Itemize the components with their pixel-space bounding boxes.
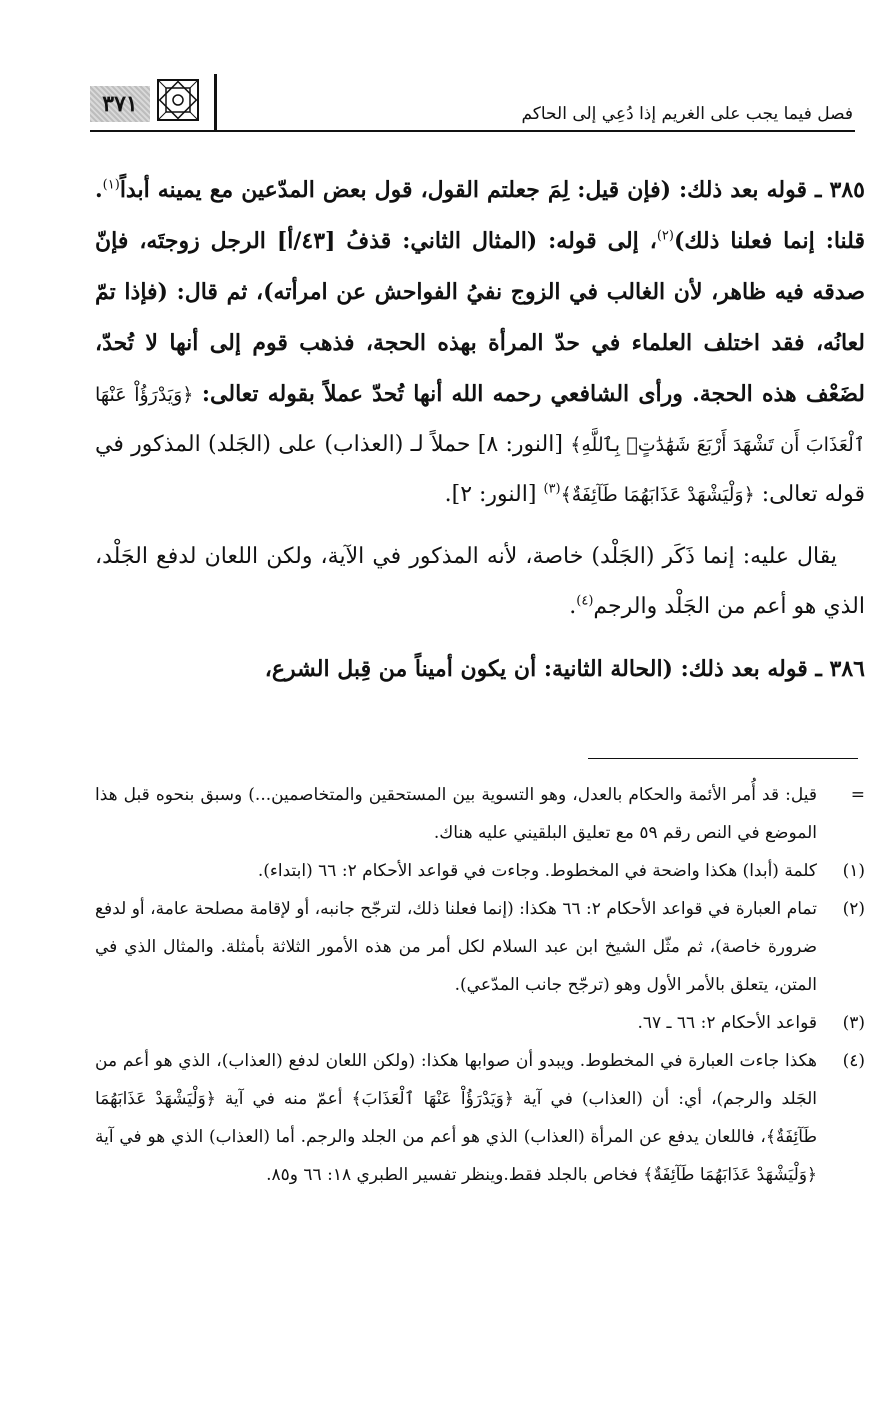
- footnote-text: هكذا جاءت العبارة في المخطوط. ويبدو أن صوابها هكذا: (ولكن اللعان لدفع (العذاب)، الذي هو أعم من الجَلد والرجم)، أي: أن (العذاب) في آية ﴿وَيَدْرَؤُاْ عَنْهَا ٱلْعَذَابَ﴾ أعمّ منه في آية ﴿وَلْيَشْهَدْ عَذَابَهُمَا طَآئِفَةٌ﴾، فاللعان يدفع عن المرأة (العذاب) الذي هو أعم من الجلد والرجم. أما (العذاب) الذي هو في آية ﴿وَلْيَشْهَدْ عَذَابَهُمَا طَآئِفَةٌ﴾ فخاص بالجلد فقط.وينظر تفسير الطبري ١٨: ٦٦ و٨٥.: [95, 1051, 817, 1185]
- footnote-ref: (٢): [656, 228, 674, 244]
- text-segment: ٣٨٦ ـ قوله بعد ذلك: (الحالة الثانية: أن يكون أميناً من قِبل الشرع،: [264, 656, 865, 682]
- page-number: ٣٧١: [90, 86, 150, 122]
- footnote-item: [95, 852, 865, 890]
- main-text: [95, 165, 865, 707]
- footnote-text: قواعد الأحكام ٢: ٦٦ ـ ٦٧.: [637, 1013, 817, 1033]
- footnote-item: [95, 890, 865, 1004]
- paragraph-386: [95, 644, 865, 695]
- footnote-text: قيل: قد أُمر الأئمة والحكام بالعدل، وهو التسوية بين المستحقين والمتخاصمين...) وسبق بنحوه قبل هذا الموضع في النص رقم ٥٩ مع تعليق البلقيني عليه هناك.: [95, 785, 817, 843]
- footnote-ref: (٤): [576, 593, 594, 609]
- footnote-mark: =: [850, 785, 865, 805]
- footnote-ref: (٣): [543, 481, 561, 497]
- footnotes: [95, 776, 865, 1194]
- footnote-mark: (١): [842, 861, 865, 881]
- footnote-item: [95, 1042, 865, 1194]
- text-segment: ، إلى قوله: (المثال الثاني: قذفُ [٤٣/أ] الرجل زوجتَه، فإنّ صدقه فيه ظاهر، لأن الغالب في الزوج نفيُ الفواحش عن امرأته)، ثم قال: (فإذا تمّ لعانُه، فقد اختلف العلماء في حدّ المرأة بهذه الحجة، فذهب قوم إلى أنها لا تُحدّ، لضَعْف هذه الحجة. ورأى الشافعي رحمه الله أنها تُحدّ عملاً بقوله تعالى:: [95, 228, 865, 407]
- footnote-mark: (٣): [842, 1013, 865, 1033]
- running-title: فصل فيما يجب على الغريم إذا دُعِي إلى الحاكم: [521, 104, 853, 124]
- footnote-mark: (٤): [842, 1051, 865, 1071]
- text-segment: ٣٨٥ ـ قوله بعد ذلك: (فإن قيل: لِمَ جعلتم القول، قول بعض المدّعين مع يمينه أبداً: [119, 177, 865, 203]
- quran-verse: ﴿وَلْيَشْهَدْ عَذَابَهُمَا طَآئِفَةٌ﴾: [560, 484, 755, 506]
- text-segment: [النور: ٨] حملاً لـ (العذاب) على (الجَلد) المذكور في قوله تعالى:: [95, 432, 865, 507]
- paragraph-commentary: [95, 532, 865, 632]
- header-divider: [214, 74, 217, 130]
- footnote-item: [95, 1004, 865, 1042]
- footnote-mark: (٢): [842, 899, 865, 919]
- footnote-ref: (١): [102, 177, 120, 193]
- footnote-text: كلمة (أبدا) هكذا واضحة في المخطوط. وجاءت في قواعد الأحكام ٢: ٦٦ (ابتداء).: [257, 861, 817, 881]
- text-segment: يقال عليه: إنما ذَكَر (الجَلْد) خاصة، لأنه المذكور في الآية، ولكن اللعان لدفع الجَلْد، الذي هو أعم من الجَلْد والرجم: [95, 544, 865, 619]
- geometric-ornament-icon: [156, 78, 200, 122]
- quran-verse: ﴿وَيَدْرَؤُاْ عَنْهَا ٱلْعَذَابَ أَن تَشْهَدَ أَرْبَعَ شَهَٰدَٰتٍۭ بِٱللَّهِ﴾: [95, 384, 865, 456]
- footnote-text: تمام العبارة في قواعد الأحكام ٢: ٦٦ هكذا: (إنما فعلنا ذلك، لترجّح جانبه، أو لإقامة مصلحة عامة، أو لدفع ضرورة خاصة)، ثم مثّل الشيخ ابن عبد السلام لكل أمر من هذه الأمور الثلاثة بأمثلة. والمثال الذي في المتن، يتعلق بالأمر الأول وهو (ترجّح جانب المدّعي).: [95, 899, 817, 995]
- footnote-separator: [588, 758, 858, 759]
- text-segment: . قلنا: إنما فعلنا ذلك): [95, 177, 865, 254]
- paragraph-385: [95, 165, 865, 520]
- footnote-item: [95, 776, 865, 852]
- text-segment: [النور: ٢].: [444, 482, 537, 507]
- text-segment: .: [569, 594, 577, 619]
- page-header: [90, 72, 855, 132]
